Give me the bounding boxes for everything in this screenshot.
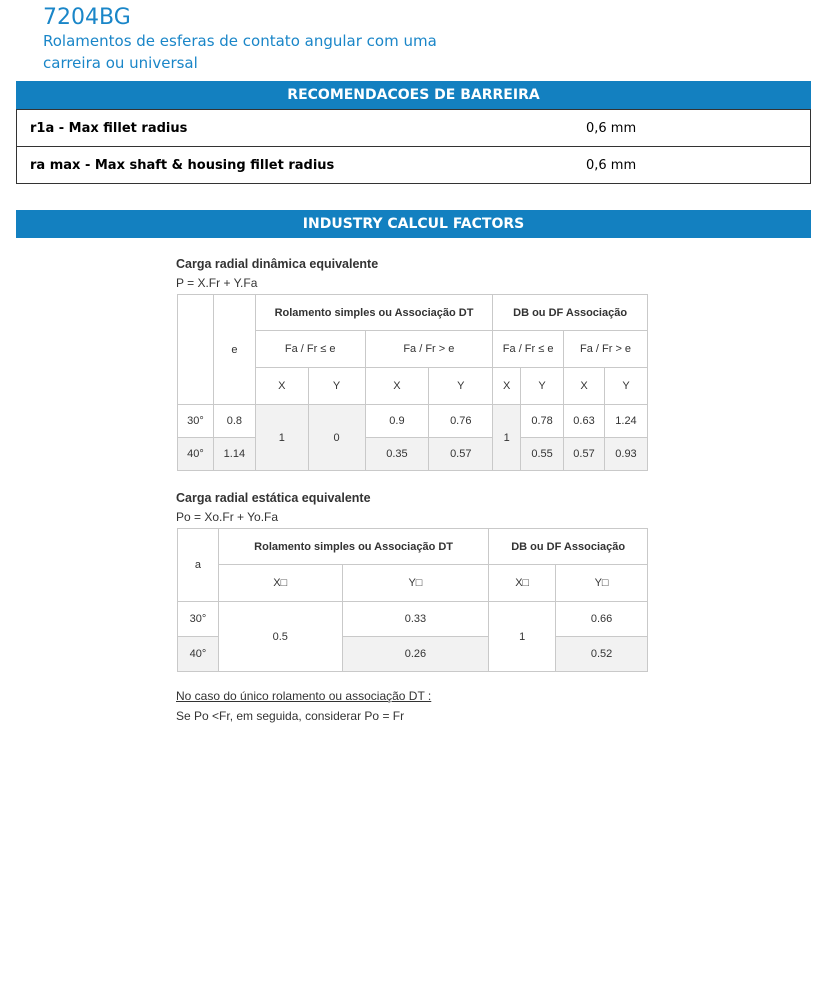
dynamic-title: Carga radial dinâmica equivalente [176, 257, 379, 271]
table-row [178, 602, 648, 637]
x2-cell: 0.9 [365, 405, 429, 438]
col-e: e [213, 295, 255, 405]
y0-pair-cell: 0.52 [556, 637, 648, 672]
col-x: X [255, 368, 308, 405]
col-x: X [564, 368, 605, 405]
group-single-dt: Rolamento simples ou Associação DT [255, 295, 492, 331]
product-title: 7204BG [43, 5, 131, 30]
y0-single-cell: 0.33 [342, 602, 489, 637]
col-y: Y [429, 368, 493, 405]
y1-cell: 0 [308, 405, 365, 471]
static-formula: Po = Xo.Fr + Yo.Fa [176, 510, 279, 524]
recommendations-header: RECOMENDACOES DE BARREIRA [16, 81, 811, 109]
dynamic-factors-table [177, 294, 648, 471]
y4-cell: 1.24 [604, 405, 647, 438]
col-y: Y [604, 368, 647, 405]
y2-cell: 0.57 [429, 438, 493, 471]
row-value: 0,6 mm [410, 147, 811, 184]
x1-cell: 1 [255, 405, 308, 471]
cond-gt: Fa / Fr > e [564, 331, 648, 368]
table-row [17, 110, 811, 147]
dynamic-formula: P = X.Fr + Y.Fa [176, 276, 258, 290]
y2-cell: 0.76 [429, 405, 493, 438]
industry-header: INDUSTRY CALCUL FACTORS [16, 210, 811, 238]
x4-cell: 0.57 [564, 438, 605, 471]
x0-pair-cell: 1 [489, 602, 556, 672]
col-y: Y [308, 368, 365, 405]
col-y: Y [521, 368, 564, 405]
recommendations-table [16, 109, 811, 184]
group-single-dt: Rolamento simples ou Associação DT [218, 529, 488, 565]
table-row [17, 147, 811, 184]
col-y0: Y□ [556, 565, 648, 602]
e-cell: 1.14 [213, 438, 255, 471]
col-x: X [365, 368, 429, 405]
group-db-df: DB ou DF Associação [493, 295, 648, 331]
col-x: X [493, 368, 521, 405]
row-label: ra max - Max shaft & housing fillet radius [17, 147, 411, 184]
angle-cell: 40° [178, 637, 219, 672]
x4-cell: 0.63 [564, 405, 605, 438]
y0-single-cell: 0.26 [342, 637, 489, 672]
note-rule: Se Po <Fr, em seguida, considerar Po = Fr [176, 709, 405, 723]
x2-cell: 0.35 [365, 438, 429, 471]
y0-pair-cell: 0.66 [556, 602, 648, 637]
y3-cell: 0.55 [521, 438, 564, 471]
y3-cell: 0.78 [521, 405, 564, 438]
col-x0: X□ [489, 565, 556, 602]
angle-cell: 30° [178, 405, 214, 438]
group-db-df: DB ou DF Associação [489, 529, 648, 565]
row-value: 0,6 mm [410, 110, 811, 147]
calcul-factors-figure [172, 254, 650, 730]
angle-cell: 40° [178, 438, 214, 471]
col-x0: X□ [218, 565, 342, 602]
angle-cell: 30° [178, 602, 219, 637]
y4-cell: 0.93 [604, 438, 647, 471]
note-condition: No caso do único rolamento ou associação DT : [176, 689, 432, 703]
cond-le: Fa / Fr ≤ e [493, 331, 564, 368]
row-label: r1a - Max fillet radius [17, 110, 411, 147]
e-cell: 0.8 [213, 405, 255, 438]
x0-single-cell: 0.5 [218, 602, 342, 672]
col-a: a [178, 529, 219, 602]
product-subtitle: Rolamentos de esferas de contato angular com uma carreira ou universal [43, 32, 437, 72]
static-title: Carga radial estática equivalente [176, 491, 371, 505]
cond-gt: Fa / Fr > e [365, 331, 493, 368]
col-y0: Y□ [342, 565, 489, 602]
table-row [178, 438, 648, 471]
table-row [178, 405, 648, 438]
static-factors-table [177, 528, 648, 672]
cond-le: Fa / Fr ≤ e [255, 331, 365, 368]
x3-cell: 1 [493, 405, 521, 471]
